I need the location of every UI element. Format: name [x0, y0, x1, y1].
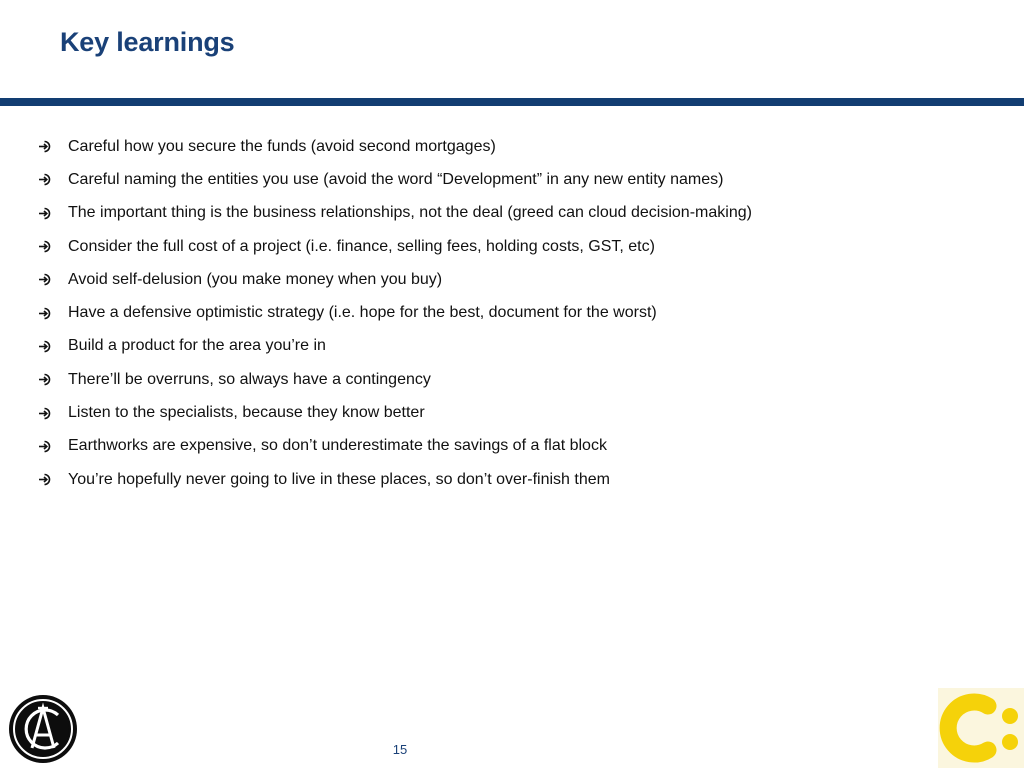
bullet-text: Careful how you secure the funds (avoid second mortgages): [68, 137, 496, 155]
bullet-item: [38, 263, 752, 296]
arrow-bullet-icon: [38, 373, 68, 386]
bullet-item: [38, 197, 752, 230]
bullet-text: Listen to the specialists, because they know better: [68, 404, 425, 422]
arrow-bullet-icon: [38, 207, 68, 220]
bullet-text: Avoid self-delusion (you make money when you buy): [68, 270, 443, 288]
bullet-text: There’ll be overruns, so always have a contingency: [68, 370, 431, 388]
bullet-item: [38, 463, 752, 496]
bullet-text: Consider the full cost of a project (i.e. finance, selling fees, holding costs, GST, etc): [68, 237, 655, 255]
bullet-item: [38, 230, 752, 263]
bullet-text: The important thing is the business relationships, not the deal (greed can cloud decision-making): [68, 204, 752, 222]
arrow-bullet-icon: [38, 273, 68, 286]
bullet-item: [38, 163, 752, 196]
arrow-bullet-icon: [38, 340, 68, 353]
arrow-bullet-icon: [38, 240, 68, 253]
bullet-item: [38, 296, 752, 329]
bullet-item: [38, 396, 752, 429]
arrow-bullet-icon: [38, 173, 68, 186]
title-divider: [0, 98, 1024, 106]
bullet-text: Build a product for the area you’re in: [68, 337, 326, 355]
monogram-logo: [8, 694, 78, 764]
slide-title: Key learnings: [60, 27, 235, 57]
bullet-list: [38, 130, 752, 496]
bullet-text: Earthworks are expensive, so don’t underestimate the savings of a flat block: [68, 437, 607, 455]
brand-logo: [938, 688, 1024, 768]
arrow-bullet-icon: [38, 407, 68, 420]
page-number: 15: [392, 742, 408, 757]
bullet-text: You’re hopefully never going to live in these places, so don’t over-finish them: [68, 470, 610, 488]
arrow-bullet-icon: [38, 307, 68, 320]
bullet-text: Have a defensive optimistic strategy (i.e. hope for the best, document for the worst): [68, 304, 657, 322]
bullet-item: [38, 430, 752, 463]
bullet-item: [38, 363, 752, 396]
arrow-bullet-icon: [38, 473, 68, 486]
arrow-bullet-icon: [38, 140, 68, 153]
bullet-item: [38, 130, 752, 163]
arrow-bullet-icon: [38, 440, 68, 453]
bullet-item: [38, 330, 752, 363]
bullet-text: Careful naming the entities you use (avoid the word “Development” in any new entity names): [68, 170, 724, 188]
